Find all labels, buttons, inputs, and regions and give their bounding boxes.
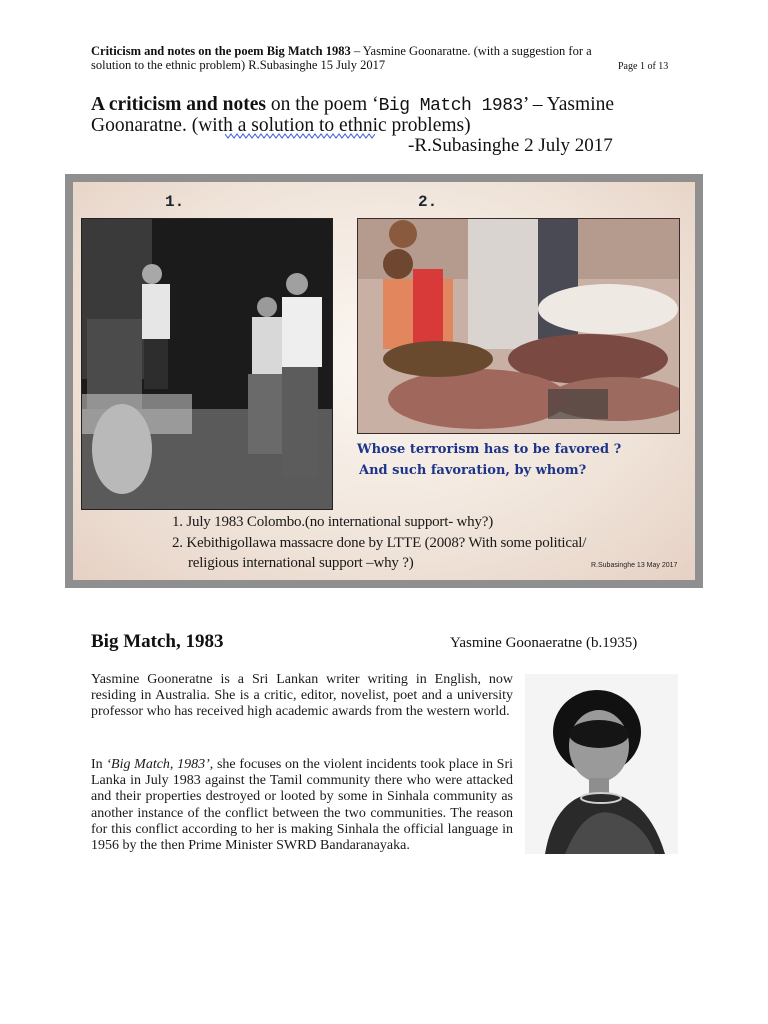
figure-label-2: 2. [418, 193, 438, 211]
page-number: Page 1 of 13 [618, 61, 669, 72]
header-title-rest: – Yasmine Goonaratne. (with a suggestion for a [350, 44, 592, 58]
title-after-poem: ’ – Yasmine [522, 94, 615, 115]
figure-caption-2: 2. Kebithigollawa massacre done by LTTE (2008? With some political/ [172, 535, 587, 551]
paragraph-2 [91, 757, 513, 854]
author-portrait [525, 674, 678, 854]
running-header-line-2: solution to the ethnic problem) R.Subasinghe 15 July 2017 [91, 58, 386, 72]
title-bold-part: A criticism and notes [91, 94, 266, 115]
running-header-line-1 [91, 44, 691, 58]
question-line-2: And such favoration, by whom? [359, 463, 587, 478]
title-byline: -R.Subasinghe 2 July 2017 [408, 135, 613, 156]
section-heading: Big Match, 1983 [91, 631, 224, 652]
figure-caption-3: religious international support –why ?) [188, 555, 414, 571]
title-poem-name: Big Match 1983 [378, 96, 523, 116]
figure-label-1: 1. [165, 193, 185, 211]
header-bold-title: Criticism and notes on the poem Big Match 1983 [91, 44, 351, 58]
spellcheck-squiggle [225, 133, 375, 139]
photo-july-1983 [81, 218, 333, 510]
paragraph-1: Yasmine Gooneratne is a Sri Lankan writer writing in English, now residing in Australia. She is a critic, editor, novelist, poet and a university professor who has received high academic awards from the western world. [91, 672, 513, 720]
paragraph-2-body: she focuses on the violent incidents took place in Sri Lanka in July 1983 against the Tamil community there who were attacked and their properties destroyed or looted by some in Sinhala community as another instance of the conflict between the two communities. The reason for this conflict according to her is making Sinhala the official language in 1956 by the then Prime Minister SWRD Bandaranayaka. [91, 757, 514, 854]
figure-signature: R.Subasinghe 13 May 2017 [591, 562, 678, 569]
paragraph-2-lead: In [91, 757, 107, 772]
title-mid-part: on the poem ‘ [265, 94, 379, 115]
document-title-line-2: Goonaratne. (with a solution to ethnic problems) [91, 115, 471, 136]
figure-caption-1: 1. July 1983 Colombo.(no international support- why?) [172, 514, 494, 530]
paragraph-2-poem-title: ‘Big Match, 1983’, [106, 757, 214, 772]
photo-kebithigollawa [357, 218, 680, 434]
question-line-1: Whose terrorism has to be favored ? [357, 442, 622, 457]
section-author: Yasmine Goonaeratne (b.1935) [450, 635, 638, 651]
